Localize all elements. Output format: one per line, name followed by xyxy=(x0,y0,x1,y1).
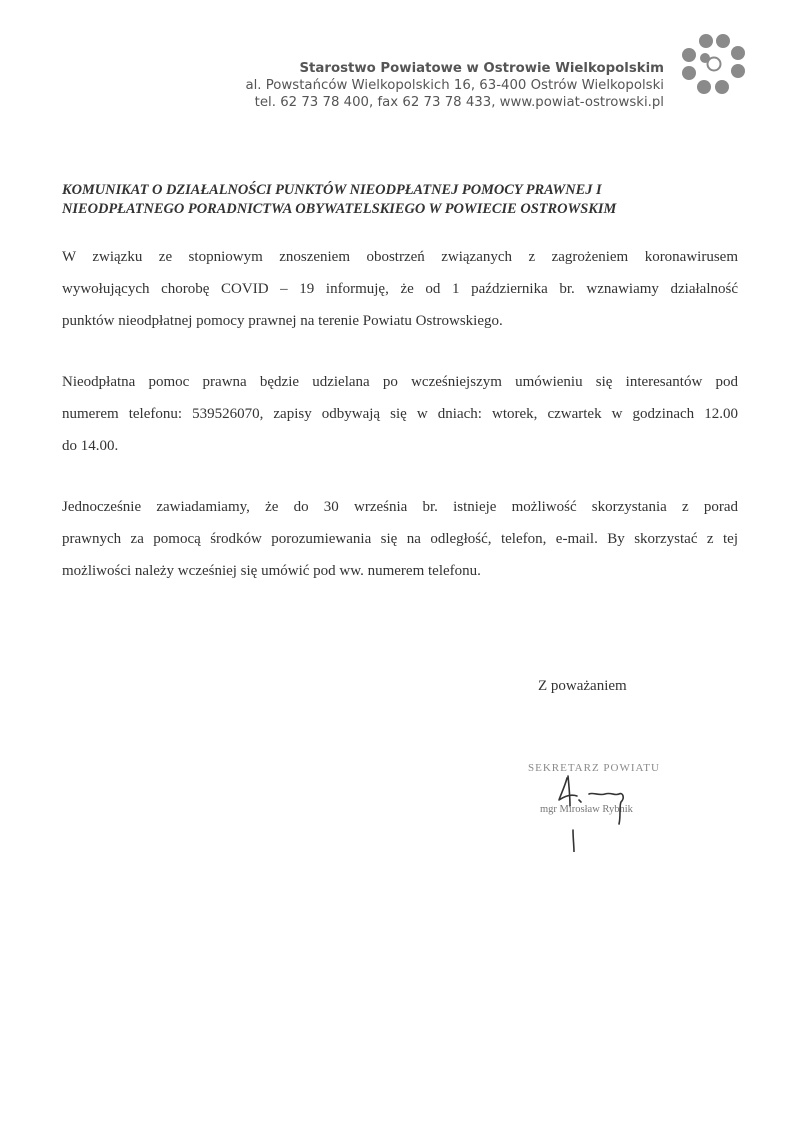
stamp-title: SEKRETARZ POWIATU xyxy=(528,762,660,774)
organization-contact: tel. 62 73 78 400, fax 62 73 78 433, www.powiat-ostrowski.pl xyxy=(254,95,664,110)
paragraph-line: W związku ze stopniowym znoszeniem obostrzeń związanych z zagrożeniem koronawirusem xyxy=(62,249,738,265)
paragraph-line: punktów nieodpłatnej pomocy prawnej na terenie Powiatu Ostrowskiego. xyxy=(62,313,503,329)
body-paragraph xyxy=(62,491,738,587)
body-paragraph xyxy=(62,241,738,337)
stamp-name: mgr Mirosław Rybnik xyxy=(540,804,633,815)
document-title xyxy=(62,181,752,219)
organization-name: Starostwo Powiatowe w Ostrowie Wielkopolskim xyxy=(299,61,664,76)
closing-salutation: Z poważaniem xyxy=(538,678,627,694)
paragraph-line: numerem telefonu: 539526070, zapisy odbywają się w dniach: wtorek, czwartek w godzinach 12.00 xyxy=(62,406,738,422)
title-line: KOMUNIKAT O DZIAŁALNOŚCI PUNKTÓW NIEODPŁATNEJ POMOCY PRAWNEJ I xyxy=(62,182,602,198)
paragraph-line: Jednocześnie zawiadamiamy, że do 30 września br. istnieje możliwość skorzystania z porad xyxy=(62,499,738,515)
paragraph-line: wywołujących chorobę COVID – 19 informuję, że od 1 października br. wznawiamy działalność xyxy=(62,281,738,297)
dots-circle-logo xyxy=(680,33,750,103)
organization-address: al. Powstańców Wielkopolskich 16, 63-400 Ostrów Wielkopolski xyxy=(245,78,664,93)
letterhead xyxy=(245,60,664,111)
paragraph-line: możliwości należy wcześniej się umówić pod ww. numerem telefonu. xyxy=(62,563,481,579)
title-line: NIEODPŁATNEGO PORADNICTWA OBYWATELSKIEGO W POWIECIE OSTROWSKIM xyxy=(62,201,617,217)
body-paragraph xyxy=(62,366,738,462)
handwritten-signature xyxy=(555,772,675,852)
paragraph-line: Nieodpłatna pomoc prawna będzie udzielana po wcześniejszym umówieniu się interesantów pod xyxy=(62,374,738,390)
paragraph-line: do 14.00. xyxy=(62,438,119,454)
paragraph-line: prawnych za pomocą środków porozumiewania się na odległość, telefon, e-mail. By skorzystać z tej xyxy=(62,531,738,547)
